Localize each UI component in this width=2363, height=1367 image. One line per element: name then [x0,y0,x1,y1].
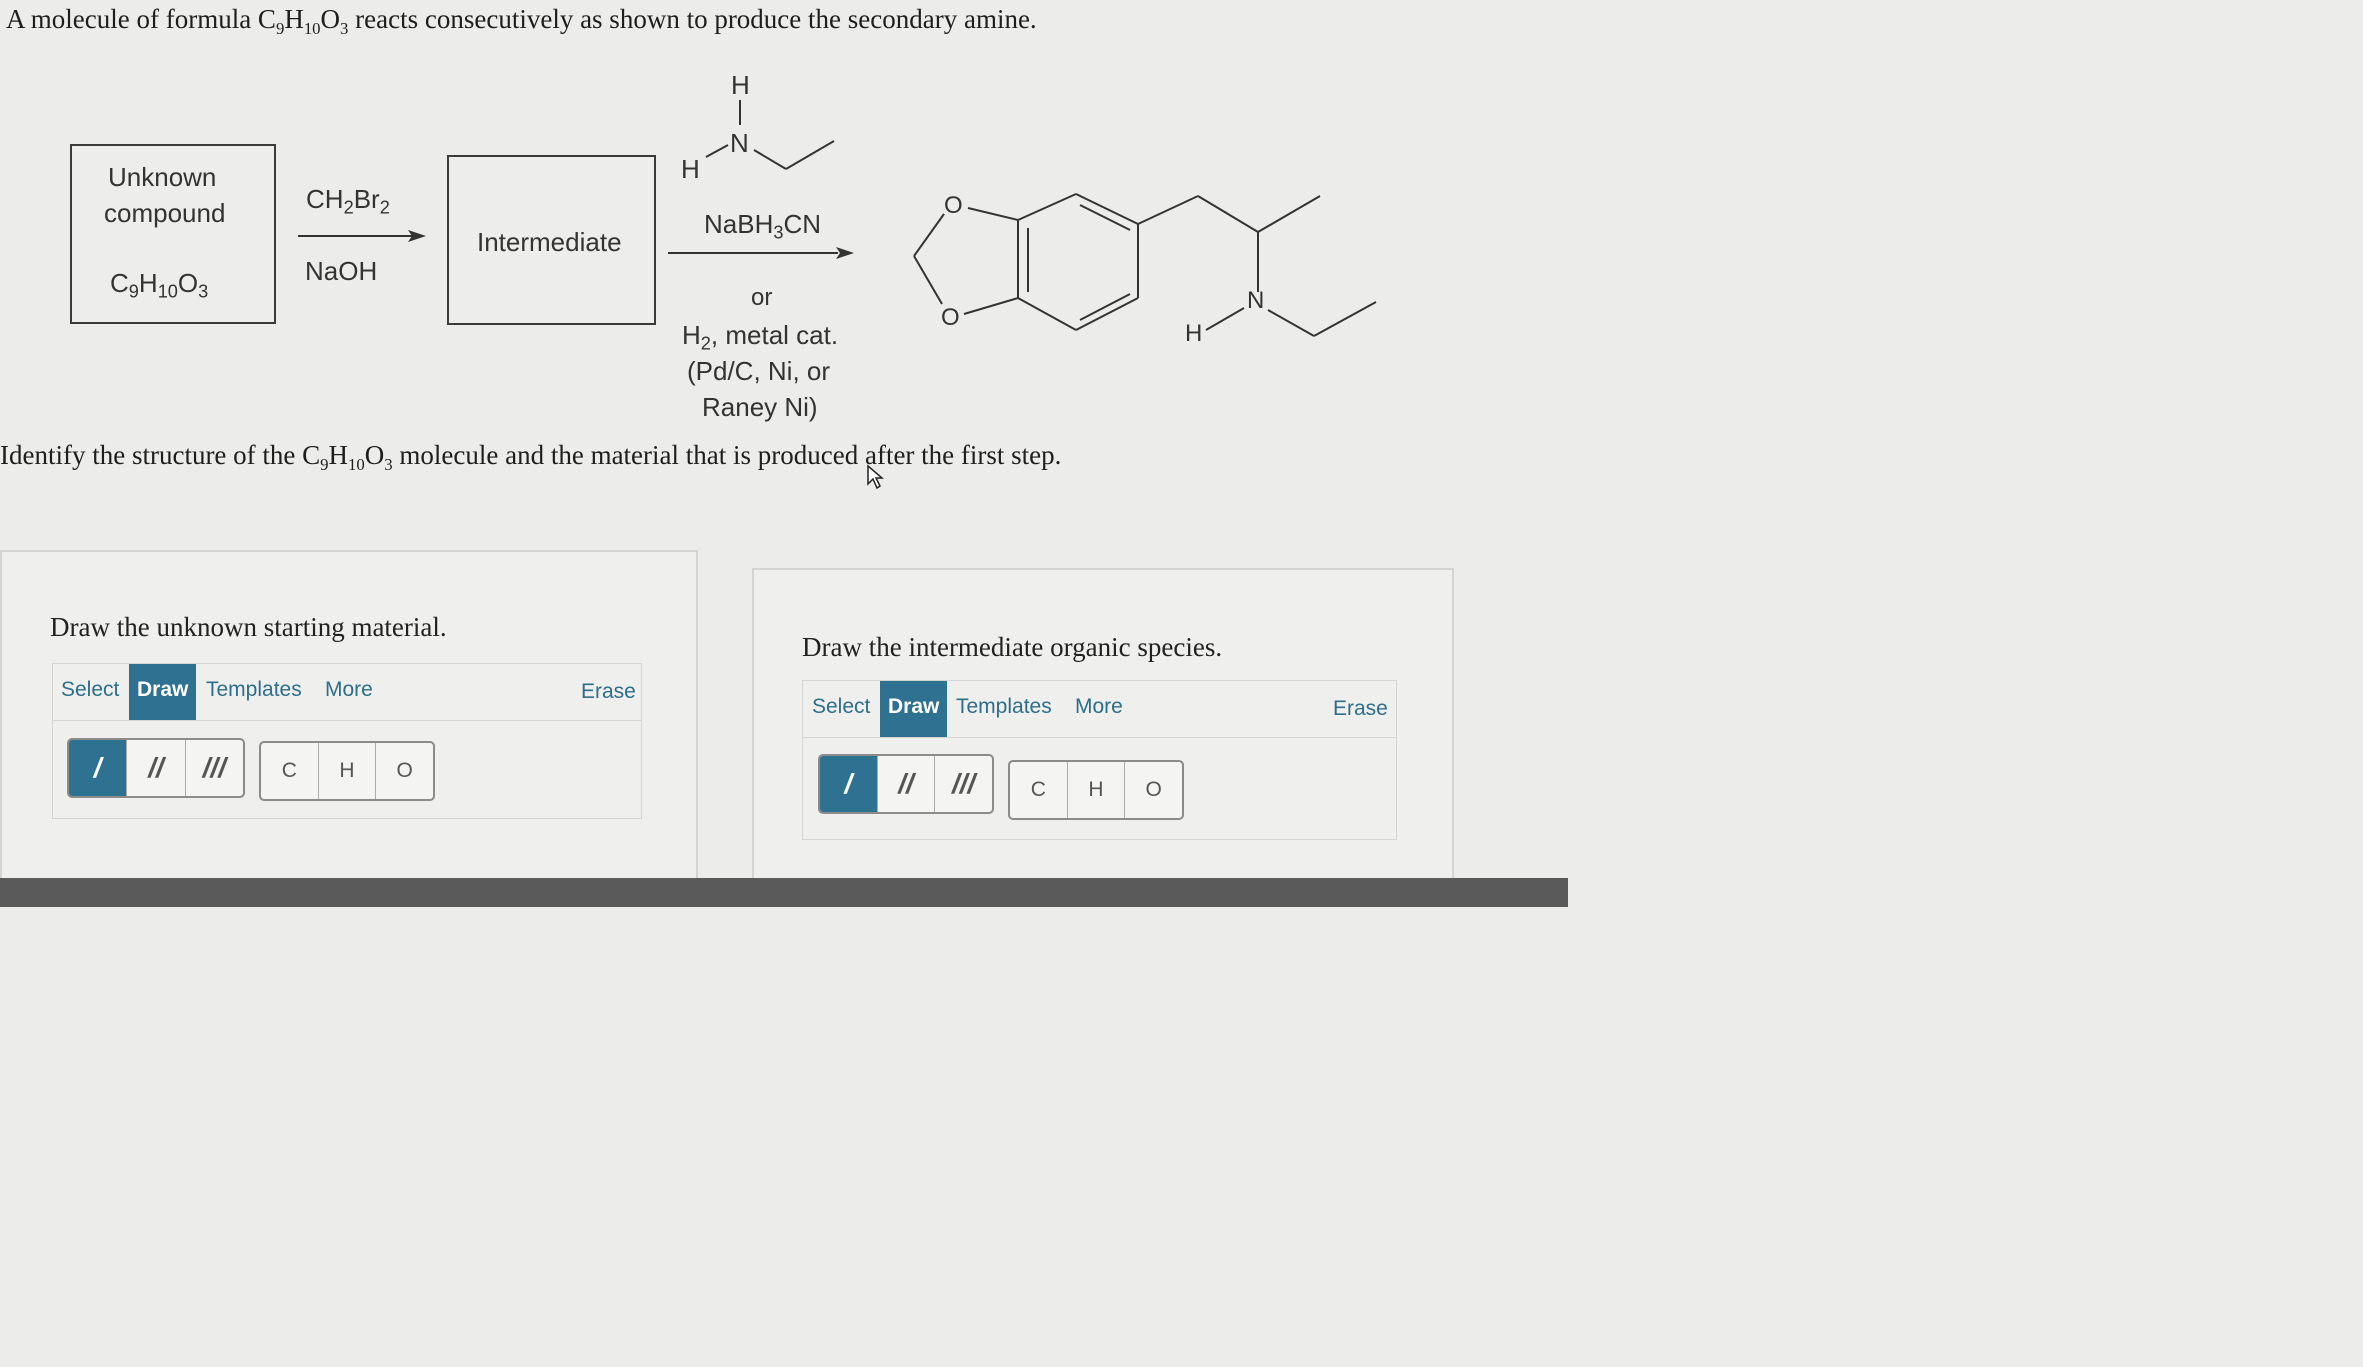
step1-reagent-naoh: NaOH [305,256,378,286]
unknown-label-line1: Unknown [108,162,217,192]
panel-2-title: Draw the intermediate organic species. [802,632,1223,662]
panel-2-atom-tools [1008,760,1184,820]
panel-1-tab-more[interactable]: More [325,678,373,701]
product-h: H [1185,320,1203,347]
panel-2-erase-button[interactable]: Erase [1333,697,1388,720]
unknown-label-line2: compound [104,198,226,228]
step2-reagent-nabh3cn: NaBH$_3$CN [704,209,822,243]
unknown-formula: $C_9H_{10}O_3$ [110,268,209,302]
panel-1-toolbar [52,663,642,721]
product-o-top: O [944,192,963,219]
step2-or: or [751,284,773,311]
panel-1-tab-select[interactable]: Select [61,678,120,701]
panel-1-triple-bond-button[interactable]: /// [202,752,226,783]
panel-1-atom-o-button[interactable]: O [396,759,413,782]
step2-arrow [666,243,858,263]
intermediate-label: Intermediate [477,227,622,257]
step2-reagent-catalysts: (Pd/C, Ni, or [687,356,831,386]
step1-reagent-ch2br2: $CH_2Br_2$ [306,184,390,218]
question-line-1: A molecule of formula $C_9H_{10}O_3$ reacts consecutively as shown to produce the secondary amine. [6,4,1037,38]
panel-2-toolbar [802,680,1397,738]
step2-reagent-raney: Raney Ni) [702,392,818,422]
panel-2-double-bond-button[interactable]: // [878,756,936,812]
panel-1-title: Draw the unknown starting material. [50,612,447,642]
amine-h-top: H [731,70,750,100]
panel-1-atom-tools [259,741,435,801]
unknown-compound-box [70,144,276,324]
panel-2-tab-draw[interactable]: Draw [880,681,947,737]
panel-2-atom-c-button[interactable]: C [1010,762,1068,818]
intermediate-box [447,155,656,325]
panel-1-tab-templates[interactable]: Templates [206,678,302,701]
product-structure [900,180,1390,350]
panel-2-single-bond-button[interactable]: / [820,756,878,812]
panel-1-atom-h-button[interactable]: H [319,743,377,799]
panel-1-bond-tools [67,738,245,798]
amine-h-left: H [681,154,700,184]
panel-1-erase-button[interactable]: Erase [581,680,636,703]
panel-2-atom-o-button[interactable]: O [1145,778,1162,801]
panel-1-tab-draw[interactable]: Draw [129,664,196,720]
panel-2-triple-bond-button[interactable]: /// [952,768,976,799]
mouse-cursor-icon [866,464,884,490]
panel-2-atom-h-button[interactable]: H [1068,762,1126,818]
panel-1-atom-c-button[interactable]: C [261,743,319,799]
amine-n: N [730,128,749,158]
panel-2-tab-more[interactable]: More [1075,695,1123,718]
product-o-bottom: O [941,304,960,331]
product-n: N [1247,287,1265,314]
bottom-edge-bar [0,878,1568,907]
question-line-2: Identify the structure of the $C_9H_{10}O_3$ molecule and the material that is produced after the first step. [0,440,1062,474]
panel-2-bond-tools [818,754,994,814]
panel-1-single-bond-button[interactable]: / [69,740,127,796]
panel-2-tab-select[interactable]: Select [812,695,871,718]
ethylamine-bonds [690,95,840,175]
step1-arrow [296,226,430,246]
panel-1-double-bond-button[interactable]: // [127,740,185,796]
step2-reagent-h2: $H_2$, metal cat. [682,320,839,354]
panel-2-tab-templates[interactable]: Templates [956,695,1052,718]
